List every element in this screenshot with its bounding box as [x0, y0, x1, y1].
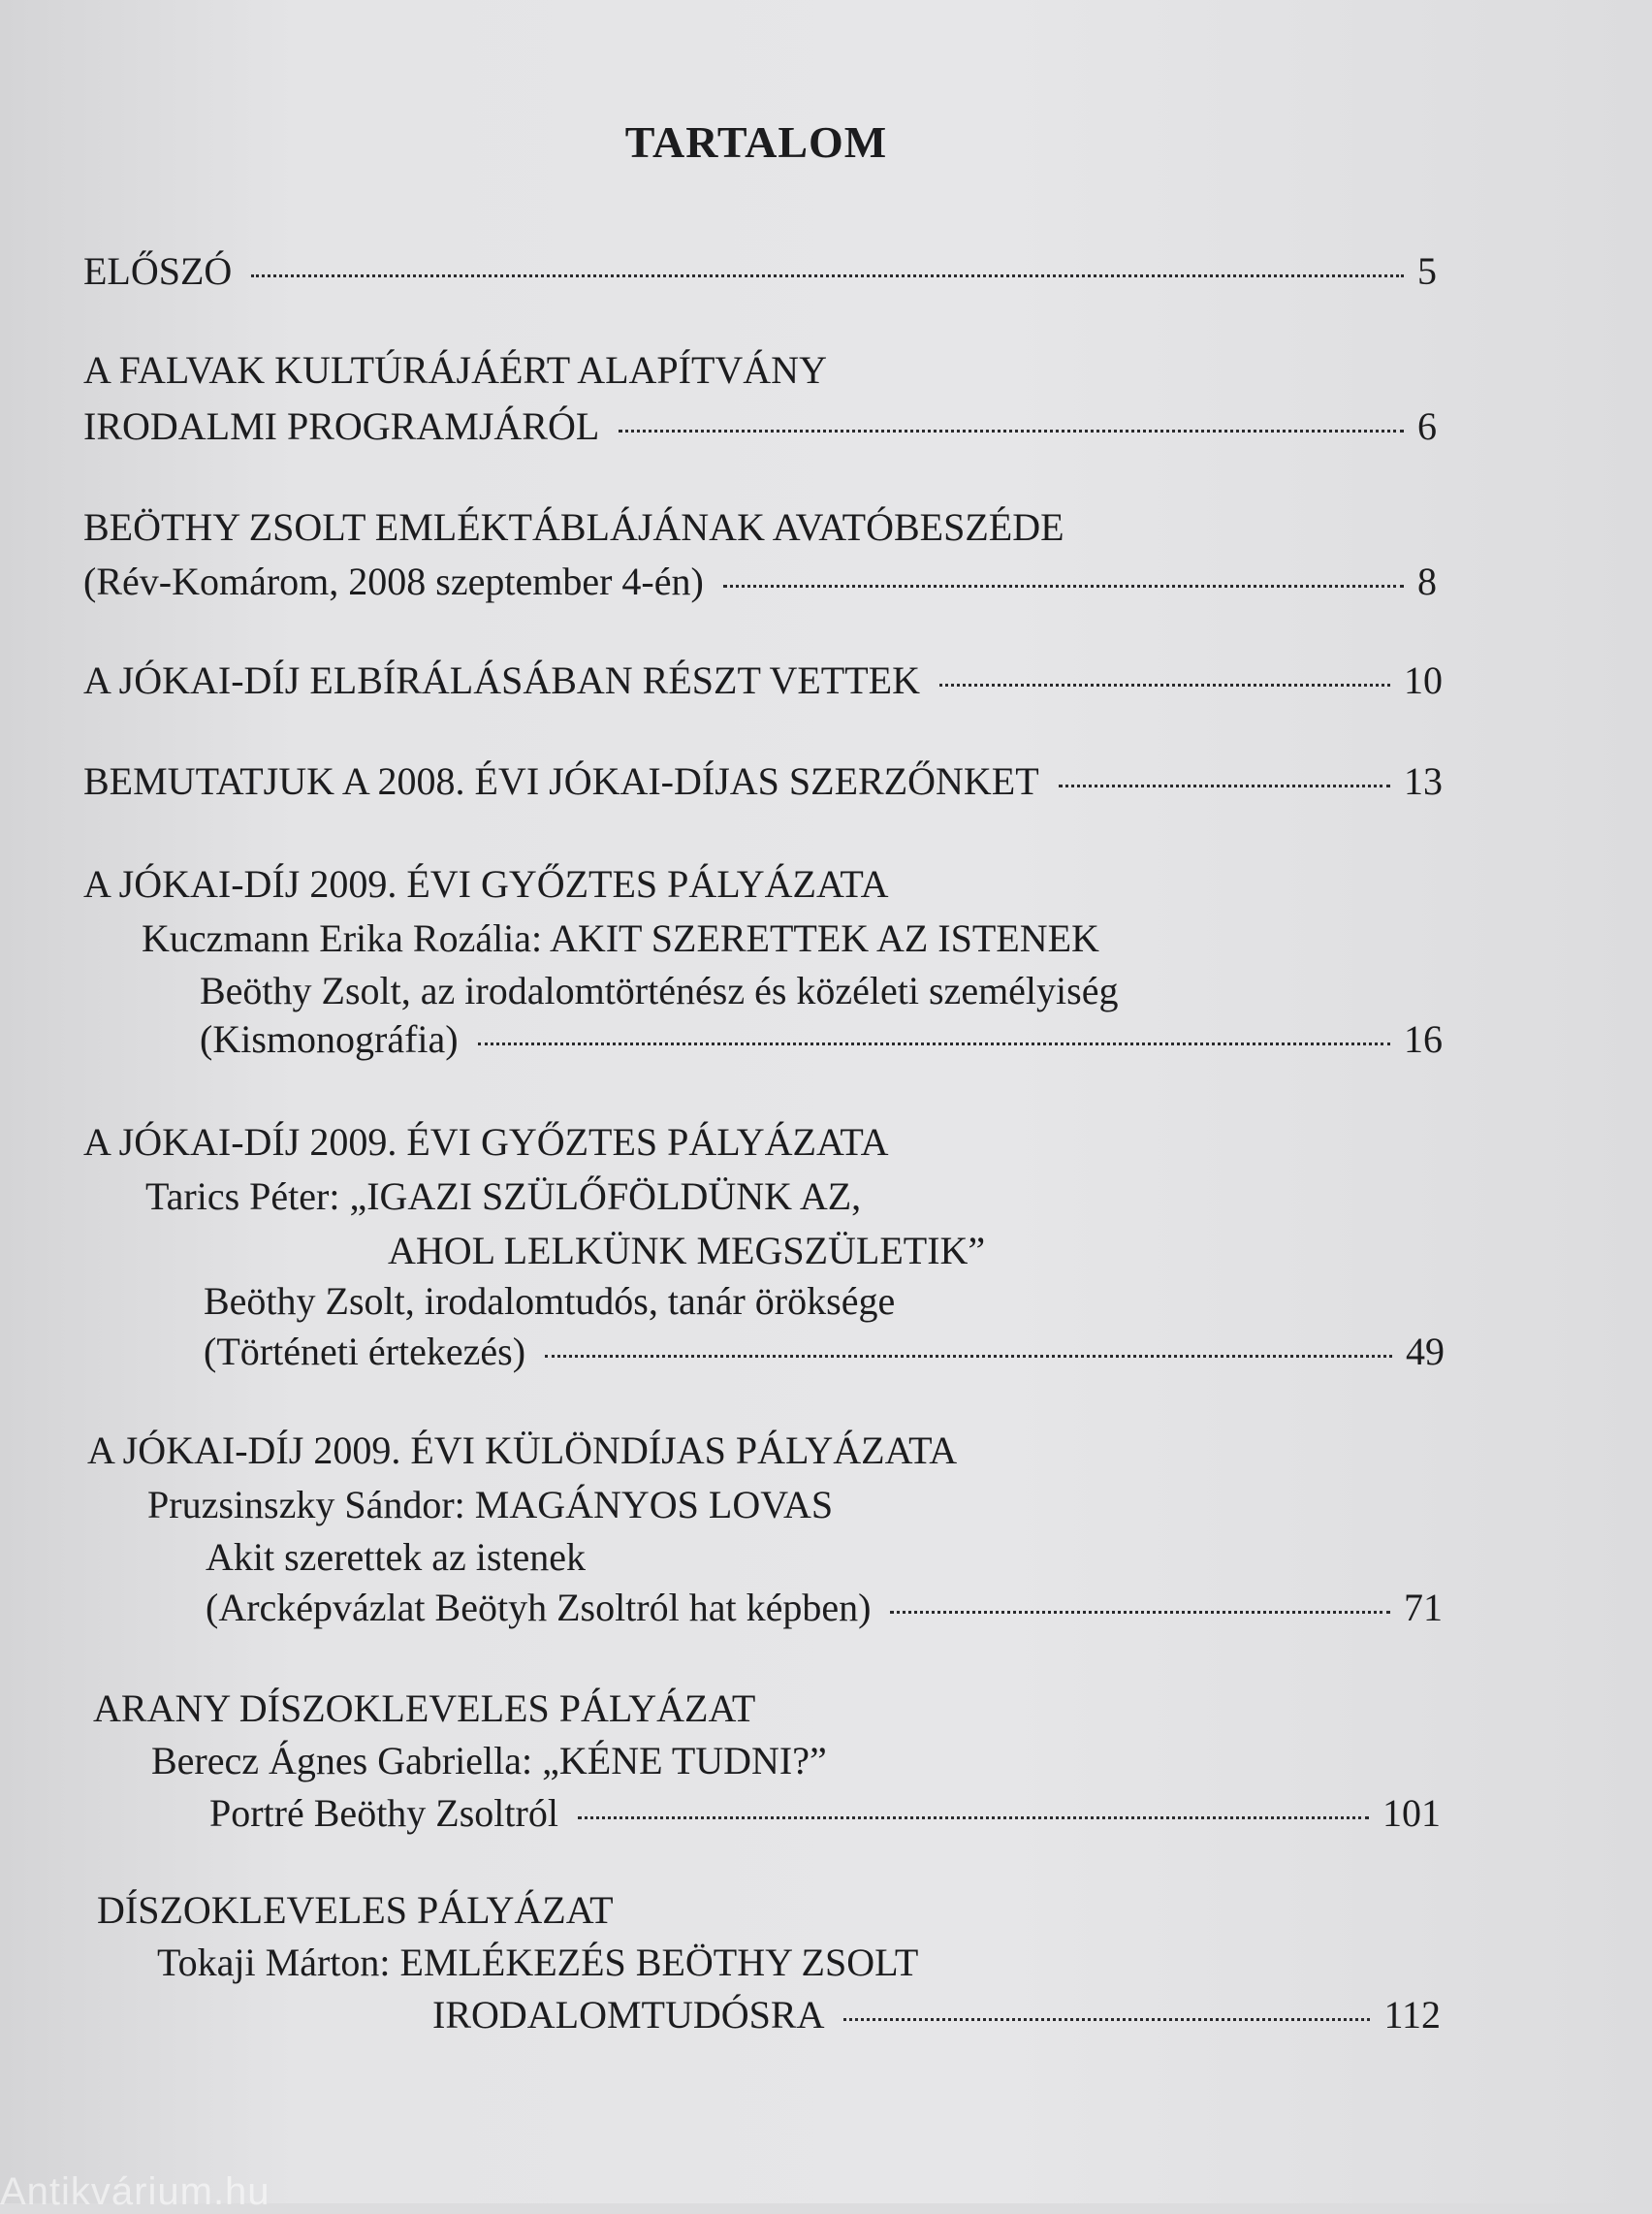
- toc-entry-title: A JÓKAI-DÍJ ELBÍRÁLÁSÁBAN RÉSZT VETTEK: [83, 658, 920, 702]
- toc-page-number: 10: [1404, 658, 1443, 702]
- toc-entry[interactable]: [83, 401, 1437, 452]
- toc-entry-title: A JÓKAI-DÍJ 2009. ÉVI GYŐZTES PÁLYÁZATA: [83, 1120, 889, 1164]
- toc-entry-title: ARANY DÍSZOKLEVELES PÁLYÁZAT: [93, 1686, 756, 1730]
- toc-entry-title: IRODALMI PROGRAMJÁRÓL: [83, 404, 600, 448]
- dot-leader: [890, 1611, 1390, 1614]
- toc-entry: [93, 1684, 755, 1734]
- toc-entry-author: [142, 914, 1099, 964]
- toc-entry-title: BEÖTHY ZSOLT EMLÉKTÁBLÁJÁNAK AVATÓBESZÉDE: [83, 505, 1064, 549]
- toc-page-number: 8: [1417, 560, 1437, 603]
- dot-leader: [1059, 785, 1390, 787]
- toc-entry-title: ELŐSZÓ: [83, 249, 233, 293]
- toc-entry: [97, 1885, 614, 1936]
- toc-entry[interactable]: [83, 756, 1443, 807]
- toc-page-number: 5: [1417, 249, 1437, 293]
- toc-entry-author: [388, 1226, 985, 1276]
- toc-page-number: 49: [1406, 1330, 1445, 1373]
- dot-leader: [545, 1355, 1392, 1358]
- toc-entry-title: Kuczmann Erika Rozália: AKIT SZERETTEK AZ ISTENEK: [142, 916, 1099, 960]
- toc-entry-title: Tokaji Márton: EMLÉKEZÉS BEÖTHY ZSOLT: [157, 1941, 919, 1984]
- toc-page-number: 71: [1404, 1586, 1443, 1629]
- toc-entry-author: [151, 1736, 827, 1786]
- dot-leader: [251, 274, 1404, 277]
- toc-entry-title: (Arcképvázlat Beötyh Zsoltról hat képben): [206, 1586, 872, 1629]
- toc-entry[interactable]: [83, 656, 1443, 706]
- toc-entry-title: AHOL LELKÜNK MEGSZÜLETIK”: [388, 1229, 986, 1272]
- toc-entry-title: Beöthy Zsolt, irodalomtudós, tanár öröksége: [204, 1279, 896, 1323]
- toc-entry: [83, 345, 827, 396]
- dot-leader: [478, 1043, 1390, 1045]
- toc-entry-title: BEMUTATJUK A 2008. ÉVI JÓKAI-DÍJAS SZERZŐNKET: [83, 759, 1039, 803]
- toc-entry-title: (Történeti értekezés): [204, 1330, 526, 1373]
- toc-entry-title: Tarics Péter: „IGAZI SZÜLŐFÖLDÜNK AZ,: [145, 1174, 862, 1218]
- toc-entry: [87, 1426, 957, 1476]
- toc-entry-title: Pruzsinszky Sándor: MAGÁNYOS LOVAS: [147, 1483, 834, 1526]
- toc-entry[interactable]: [200, 1014, 1443, 1065]
- toc-page-number: 13: [1404, 759, 1443, 803]
- toc-entry[interactable]: [206, 1583, 1443, 1633]
- dot-leader: [939, 684, 1390, 687]
- toc-entry-title: IRODALOMTUDÓSRA: [432, 1993, 825, 2037]
- toc-entry-title: DÍSZOKLEVELES PÁLYÁZAT: [97, 1888, 614, 1932]
- toc-entry: [83, 859, 889, 910]
- toc-entry-subtitle: [200, 966, 1118, 1016]
- dot-leader: [578, 1816, 1369, 1819]
- toc-entry-title: (Kismonográfia): [200, 1017, 459, 1061]
- dot-leader: [619, 430, 1404, 433]
- page-title: TARTALOM: [624, 117, 888, 167]
- toc-entry-author: [157, 1938, 918, 1988]
- toc-entry-title: A JÓKAI-DÍJ 2009. ÉVI KÜLÖNDÍJAS PÁLYÁZATA: [87, 1428, 958, 1472]
- toc-entry[interactable]: [83, 557, 1437, 607]
- toc-entry: [83, 1117, 889, 1168]
- toc-page-number: 6: [1417, 404, 1437, 448]
- toc-entry-title: Portré Beöthy Zsoltról: [209, 1791, 558, 1835]
- toc-entry-subtitle: [204, 1276, 895, 1327]
- toc-entry-subtitle: [206, 1532, 586, 1583]
- toc-entry-author: [145, 1171, 861, 1222]
- toc-page-number: 112: [1383, 1993, 1441, 2037]
- dot-leader: [723, 585, 1404, 588]
- toc-entry: [83, 502, 1064, 553]
- toc-entry[interactable]: [204, 1327, 1445, 1377]
- toc-entry-title: (Rév-Komárom, 2008 szeptember 4-én): [83, 560, 704, 603]
- toc-entry-title: A FALVAK KULTÚRÁJÁÉRT ALAPÍTVÁNY: [83, 348, 827, 392]
- dot-leader: [843, 2018, 1370, 2021]
- toc-entry-title: Beöthy Zsolt, az irodalomtörténész és közéleti személyiség: [200, 969, 1119, 1012]
- toc-entry[interactable]: [209, 1788, 1441, 1839]
- toc-entry-title: Berecz Ágnes Gabriella: „KÉNE TUDNI?”: [151, 1739, 827, 1782]
- toc-entry-author: [147, 1480, 833, 1530]
- toc-page-number: 101: [1382, 1791, 1441, 1835]
- watermark: Antikvárium.hu: [0, 2170, 270, 2213]
- toc-entry[interactable]: [83, 246, 1437, 297]
- toc-page-number: 16: [1404, 1017, 1443, 1061]
- toc-entry-title: Akit szerettek az istenek: [206, 1535, 587, 1579]
- toc-entry[interactable]: [432, 1990, 1441, 2040]
- toc-entry-title: A JÓKAI-DÍJ 2009. ÉVI GYŐZTES PÁLYÁZATA: [83, 862, 889, 906]
